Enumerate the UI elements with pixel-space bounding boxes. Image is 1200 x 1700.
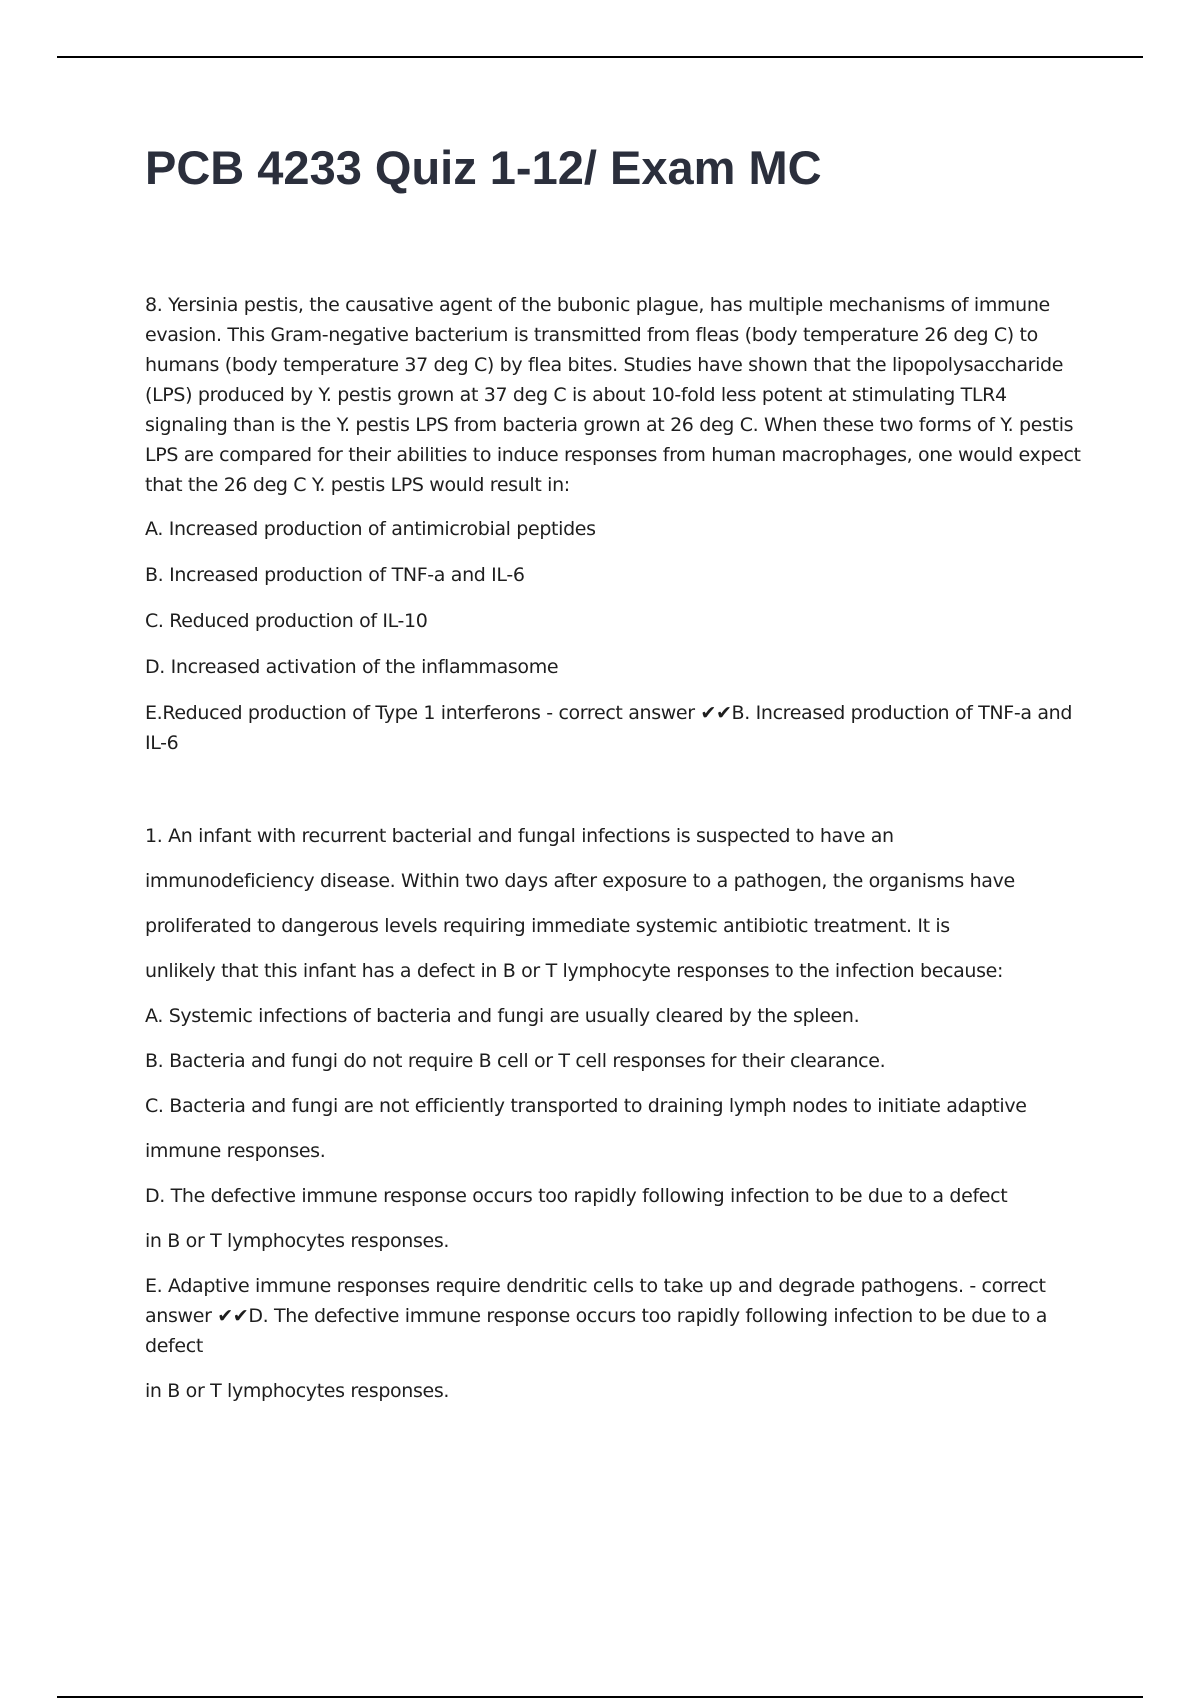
question-8-option-d: D. Increased activation of the inflammasome xyxy=(145,656,559,678)
question-1-answer: E. Adaptive immune responses require dendritic cells to take up and degrade pathogens. - correct answer ✔✔D. The defective immune response occurs too rapidly following infection to be due to a defect xyxy=(145,1275,1048,1357)
question-1-option-c-cont: immune responses. xyxy=(145,1140,326,1162)
question-1-option-d-cont: in B or T lymphocytes responses. xyxy=(145,1230,450,1252)
bottom-rule xyxy=(57,1696,1143,1698)
question-8-option-a: A. Increased production of antimicrobial peptides xyxy=(145,518,596,540)
question-1-option-c: C. Bacteria and fungi are not efficiently transported to draining lymph nodes to initiate adaptive xyxy=(145,1095,1027,1117)
question-1 xyxy=(145,821,1090,1406)
document-title: PCB 4233 Quiz 1-12/ Exam MC xyxy=(145,141,822,194)
question-1-stem-line: unlikely that this infant has a defect in B or T lymphocyte responses to the infection because: xyxy=(145,960,1004,982)
question-8-option-b: B. Increased production of TNF-a and IL-6 xyxy=(145,564,525,586)
question-1-option-d: D. The defective immune response occurs too rapidly following infection to be due to a defect xyxy=(145,1185,1008,1207)
question-1-answer-tail: in B or T lymphocytes responses. xyxy=(145,1380,450,1402)
question-1-stem-line: immunodeficiency disease. Within two days after exposure to a pathogen, the organisms have xyxy=(145,870,1015,892)
top-rule xyxy=(57,56,1143,58)
question-1-option-b: B. Bacteria and fungi do not require B cell or T cell responses for their clearance. xyxy=(145,1050,886,1072)
document-body xyxy=(145,290,1090,1421)
question-1-stem-line: 1. An infant with recurrent bacterial and fungal infections is suspected to have an xyxy=(145,825,894,847)
question-1-option-a: A. Systemic infections of bacteria and fungi are usually cleared by the spleen. xyxy=(145,1005,860,1027)
question-1-stem-line: proliferated to dangerous levels requiring immediate systemic antibiotic treatment. It is xyxy=(145,915,950,937)
question-8-answer: E.Reduced production of Type 1 interferons - correct answer ✔✔B. Increased production of TNF-a and IL-6 xyxy=(145,702,1073,754)
question-8-option-c: C. Reduced production of IL-10 xyxy=(145,610,428,632)
question-8-stem: 8. Yersinia pestis, the causative agent of the bubonic plague, has multiple mechanisms of immune evasion. This Gram-negative bacterium is transmitted from fleas (body temperature 26 deg C) to humans (body temperature 37 deg C) by flea bites. Studies have shown that the lipopolysaccharide (LPS) produced by Y. pestis grown at 37 deg C is about 10-fold less potent at stimulating TLR4 signaling than is the Y. pestis LPS from bacteria grown at 26 deg C. When these two forms of Y. pestis LPS are compared for their abilities to induce responses from human macrophages, one would expect that the 26 deg C Y. pestis LPS would result in: xyxy=(145,294,1081,496)
question-8 xyxy=(145,290,1090,758)
